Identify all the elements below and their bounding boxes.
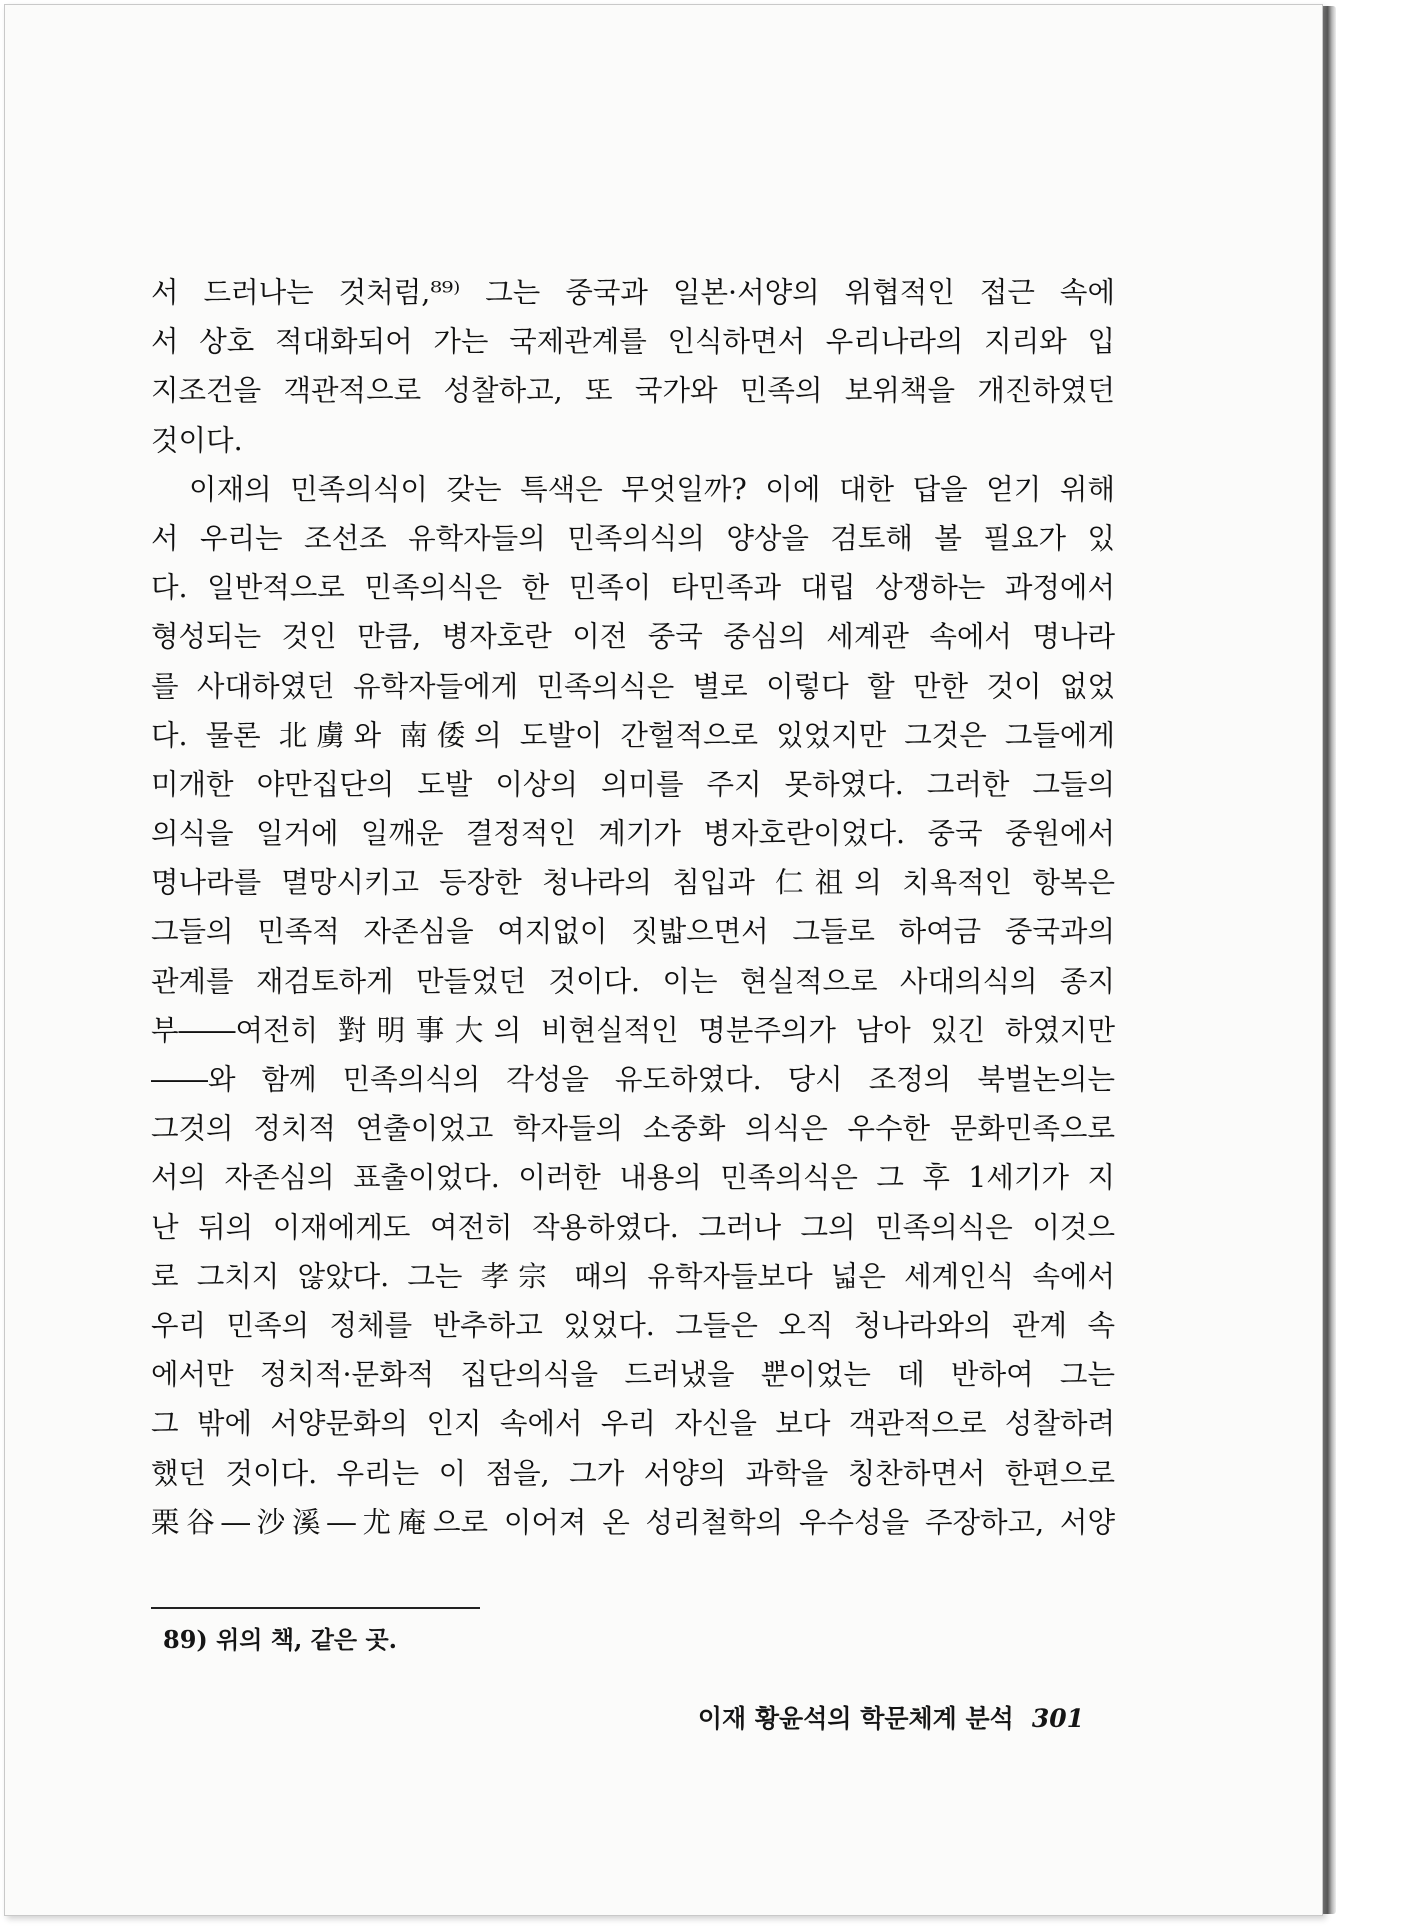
page-number: 301 <box>1031 1704 1084 1733</box>
body-line: 로 그치지 않았다. 그는 孝宗 때의 유학자들보다 넓은 세계인식 속에서 <box>151 1259 1115 1293</box>
body-line: ――와 함께 민족의식의 각성을 유도하였다. 당시 조정의 북벌논의는 <box>151 1063 1115 1096</box>
body-line: 미개한 야만집단의 도발 이상의 의미를 주지 못하였다. 그러한 그들의 <box>151 767 1115 801</box>
body-line: 서 우리는 조선조 유학자들의 민족의식의 양상을 검토해 볼 필요가 있 <box>151 521 1115 555</box>
body-line: 다. 물론 北虜와 南倭의 도발이 간헐적으로 있었지만 그것은 그들에게 <box>151 718 1115 752</box>
body-text <box>151 268 1115 1547</box>
body-line: 관계를 재검토하게 만들었던 것이다. 이는 현실적으로 사대의식의 종지 <box>151 964 1115 998</box>
body-line: 栗谷―沙溪―尤庵으로 이어져 온 성리철학의 우수성을 주장하고, 서양 <box>151 1505 1115 1539</box>
body-line: 다. 일반적으로 민족의식은 한 민족이 타민족과 대립 상쟁하는 과정에서 <box>151 571 1115 605</box>
body-line: 명나라를 멸망시키고 등장한 청나라의 침입과 仁祖의 치욕적인 항복은 <box>151 866 1115 900</box>
body-line: 것이다. <box>151 423 243 457</box>
body-line: 형성되는 것인 만큼, 병자호란 이전 중국 중심의 세계관 속에서 명나라 <box>151 620 1115 654</box>
body-line: 이재의 민족의식이 갖는 특색은 무엇일까? 이에 대한 답을 얻기 위해 <box>151 472 1115 506</box>
body-line: 했던 것이다. 우리는 이 점을, 그가 서양의 과학을 칭찬하면서 한편으로 <box>151 1456 1115 1490</box>
body-line: 를 사대하였던 유학자들에게 민족의식은 별로 이렇다 할 만한 것이 없었 <box>151 669 1115 703</box>
body-line: 지조건을 객관적으로 성찰하고, 또 국가와 민족의 보위책을 개진하였던 <box>151 374 1115 408</box>
footnote: 89) 위의 책, 같은 곳. <box>163 1625 397 1654</box>
footnote-separator <box>151 1607 480 1609</box>
running-title: 이재 황윤석의 학문체계 분석 <box>697 1704 1014 1733</box>
body-line: 서의 자존심의 표출이었다. 이러한 내용의 민족의식은 그 후 1세기가 지 <box>151 1161 1115 1195</box>
body-line: 그것의 정치적 연출이었고 학자들의 소중화 의식은 우수한 문화민족으로 <box>151 1112 1115 1146</box>
body-line: 부――여전히 對明事大의 비현실적인 명분주의가 남아 있긴 하였지만 <box>151 1013 1115 1047</box>
body-line: 의식을 일거에 일깨운 결정적인 계기가 병자호란이었다. 중국 중원에서 <box>151 817 1115 851</box>
body-line: 그 밖에 서양문화의 인지 속에서 우리 자신을 보다 객관적으로 성찰하려 <box>151 1407 1115 1441</box>
running-footer <box>690 1699 1084 1739</box>
body-line: 그들의 민족적 자존심을 여지없이 짓밟으면서 그들로 하여금 중국과의 <box>151 915 1115 949</box>
body-line: 난 뒤의 이재에게도 여전히 작용하였다. 그러나 그의 민족의식은 이것으 <box>151 1210 1115 1244</box>
body-line: 에서만 정치적·문화적 집단의식을 드러냈을 뿐이었는 데 반하여 그는 <box>151 1358 1115 1392</box>
page-edge-shadow <box>1322 6 1336 1914</box>
body-line: 서 상호 적대화되어 가는 국제관계를 인식하면서 우리나라의 지리와 입 <box>151 325 1115 359</box>
body-line: 우리 민족의 정체를 반추하고 있었다. 그들은 오직 청나라와의 관계 속 <box>151 1308 1115 1342</box>
body-line: 서 드러나는 것처럼,⁸⁹⁾ 그는 중국과 일본·서양의 위협적인 접근 속에 <box>151 276 1115 309</box>
